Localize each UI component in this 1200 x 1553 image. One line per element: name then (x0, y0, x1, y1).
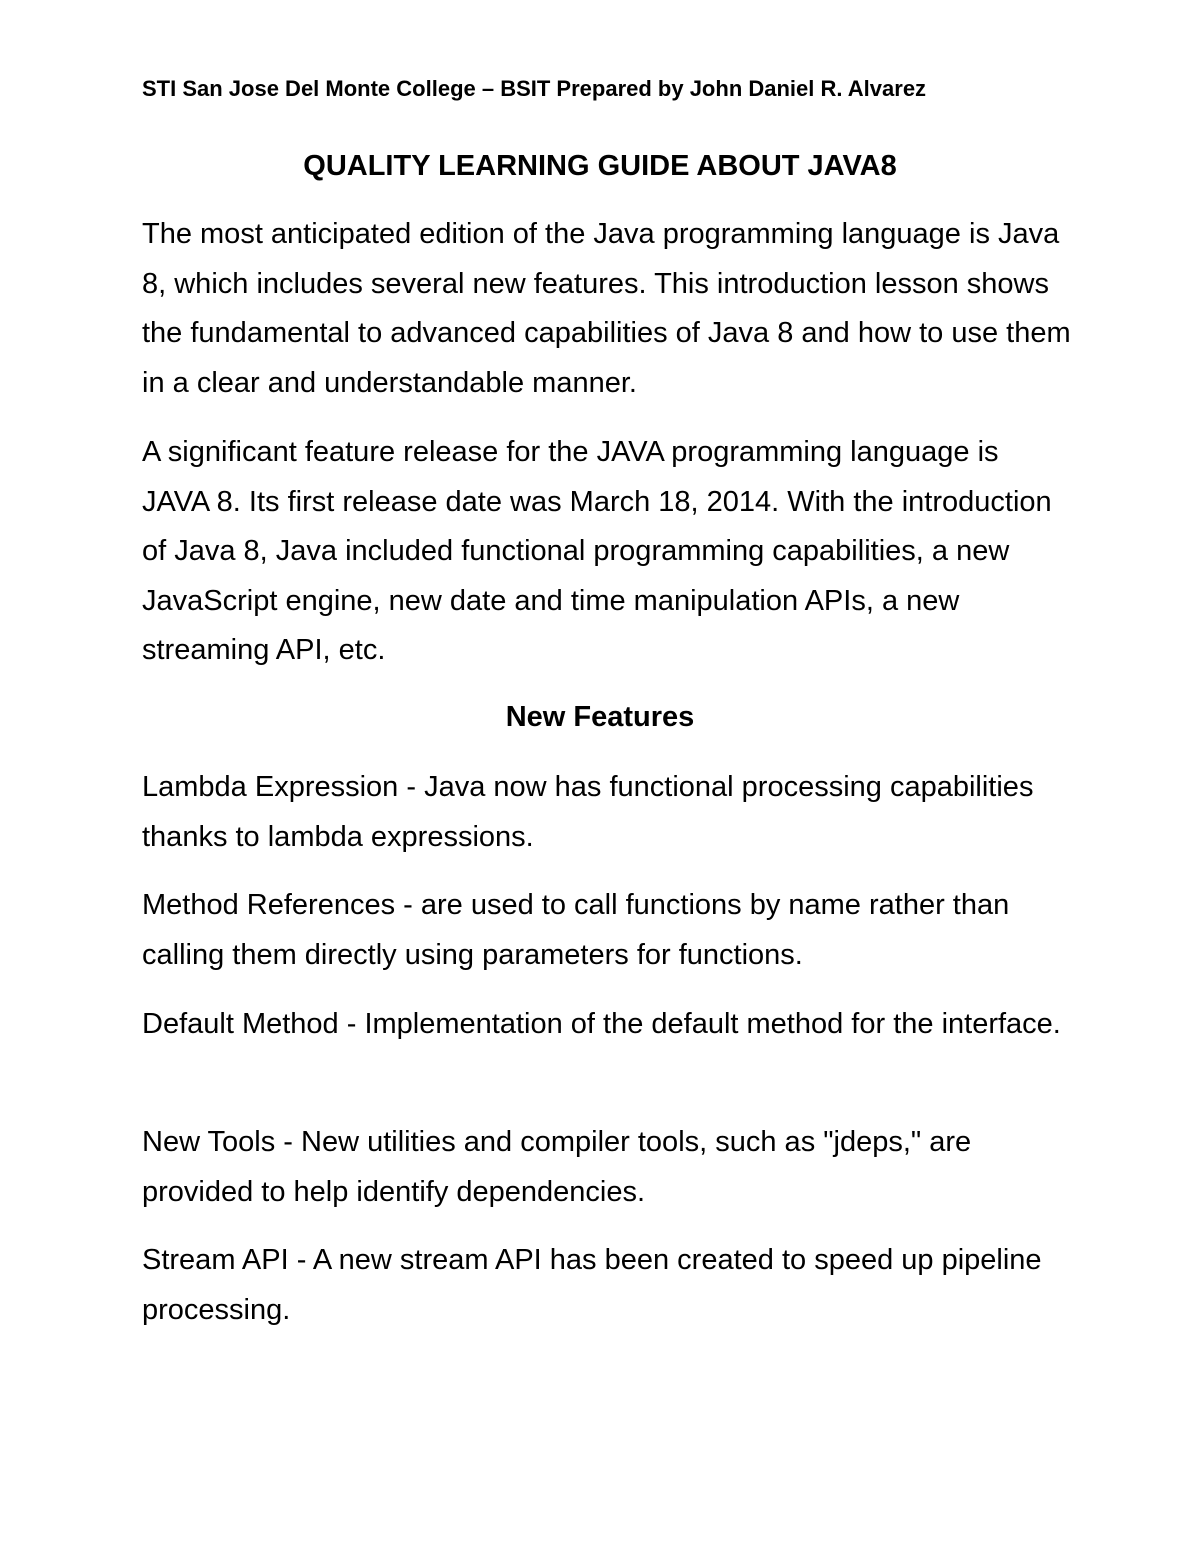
feature-item-default-method: Default Method - Implementation of the default method for the interface. (142, 1008, 1061, 1040)
document-title: QUALITY LEARNING GUIDE ABOUT JAVA8 (303, 150, 897, 182)
intro-paragraph-1: The most anticipated edition of the Java programming language is Java 8, which includes several new features. This introduction lesson shows the fundamental to advanced capabilities of Java 8 and how to use them in a clear and understandable manner. (142, 218, 1071, 399)
feature-item-method-references: Method References - are used to call functions by name rather than calling them directly using parameters for functions. (142, 889, 1010, 971)
intro-paragraph-2: A significant feature release for the JAVA programming language is JAVA 8. Its first release date was March 18, 2014. With the introduction of Java 8, Java included functional programming capabilities, a new JavaScript engine, new date and time manipulation APIs, a new streaming API, etc. (142, 436, 1052, 666)
page-header: STI San Jose Del Monte College – BSIT Prepared by John Daniel R. Alvarez (142, 76, 927, 101)
feature-item-new-tools: New Tools - New utilities and compiler tools, such as "jdeps," are provided to help identify dependencies. (142, 1126, 972, 1208)
feature-item-lambda: Lambda Expression - Java now has functional processing capabilities thanks to lambda expressions. (142, 771, 1034, 853)
new-features-heading: New Features (505, 701, 695, 733)
feature-item-stream-api: Stream API - A new stream API has been created to speed up pipeline processing. (142, 1244, 1042, 1326)
